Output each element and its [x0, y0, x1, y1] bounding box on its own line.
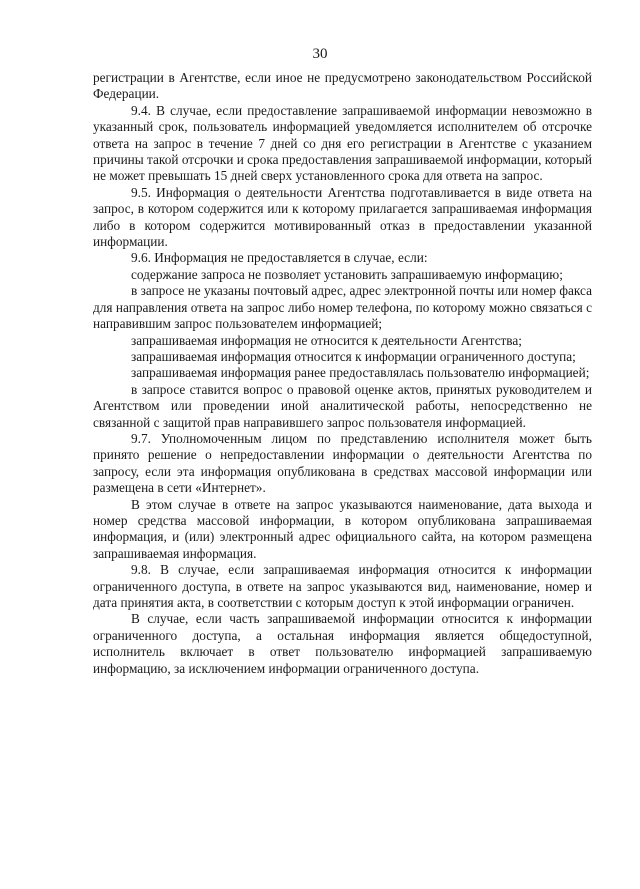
list-item: запрашиваемая информация не относится к деятельности Агентства;	[131, 332, 522, 348]
paragraph: В этом случае в ответе на запрос указываются наименование, дата выхода и номер средства массовой информации, в котором опубликована запрашиваемая информация, и (или) электронный адрес официального сайта, на котором размещена запрашиваемая информация.	[93, 496, 592, 561]
paragraph-continuation: регистрации в Агентстве, если иное не предусмотрено законодательством Российской Федерации.	[93, 70, 592, 102]
list-item: запрашиваемая информация ранее предоставлялась пользователю информацией;	[131, 365, 590, 381]
paragraph: В случае, если часть запрашиваемой информации относится к информации ограниченного доступа, а остальная информация является общедоступной, исполнитель включает в ответ пользователю информацией запрашиваемую информацию, за исключением информации ограниченного доступа.	[93, 611, 592, 676]
list-item: запрашиваемая информация относится к информации ограниченного доступа;	[131, 348, 576, 364]
paragraph-9-6: 9.6. Информация не предоставляется в случае, если:	[131, 250, 428, 266]
paragraph-9-8: 9.8. В случае, если запрашиваемая информация относится к информации ограниченного доступа, в ответе на запрос указываются вид, наименование, номер и дата принятия акта, в соответствии с которым доступ к этой информации ограничен.	[93, 562, 592, 610]
list-item: в запросе не указаны почтовый адрес, адрес электронной почты или номер факса для направления ответа на запрос либо номер телефона, по которому можно связаться с направившим запрос пользователем информацией;	[93, 283, 592, 332]
paragraph-9-4: 9.4. В случае, если предоставление запрашиваемой информации невозможно в указанный срок, пользователь информацией уведомляется исполнителем об отсрочке ответа на запрос в течение 7 дней со дня его регистрации в Агентстве с указанием причины такой отсрочки и срока предоставления запрашиваемой информации, который не может превышать 15 дней сверх установленного срока для ответа на запрос.	[93, 102, 592, 184]
paragraph-9-5: 9.5. Информация о деятельности Агентства подготавливается в виде ответа на запрос, в котором содержится или к которому прилагается запрашиваемая информация либо в котором содержится мотивированный отказ в предоставлении указанной информации.	[93, 184, 592, 250]
list-item: содержание запроса не позволяет установить запрашиваемую информацию;	[131, 266, 563, 282]
page-number: 30	[312, 46, 328, 62]
document-body	[93, 70, 592, 677]
list-item: в запросе ставится вопрос о правовой оценке актов, принятых руководителем и Агентством или проведении иной аналитической работы, непосредственно не связанной с защитой прав направившего запрос пользователя информацией.	[93, 381, 592, 430]
paragraph-9-7: 9.7. Уполномоченным лицом по представлению исполнителя может быть принято решение о непредоставлении информации о деятельности Агентства по запросу, если эта информация опубликована в средствах массовой информации или размещена в сети «Интернет».	[93, 430, 592, 496]
